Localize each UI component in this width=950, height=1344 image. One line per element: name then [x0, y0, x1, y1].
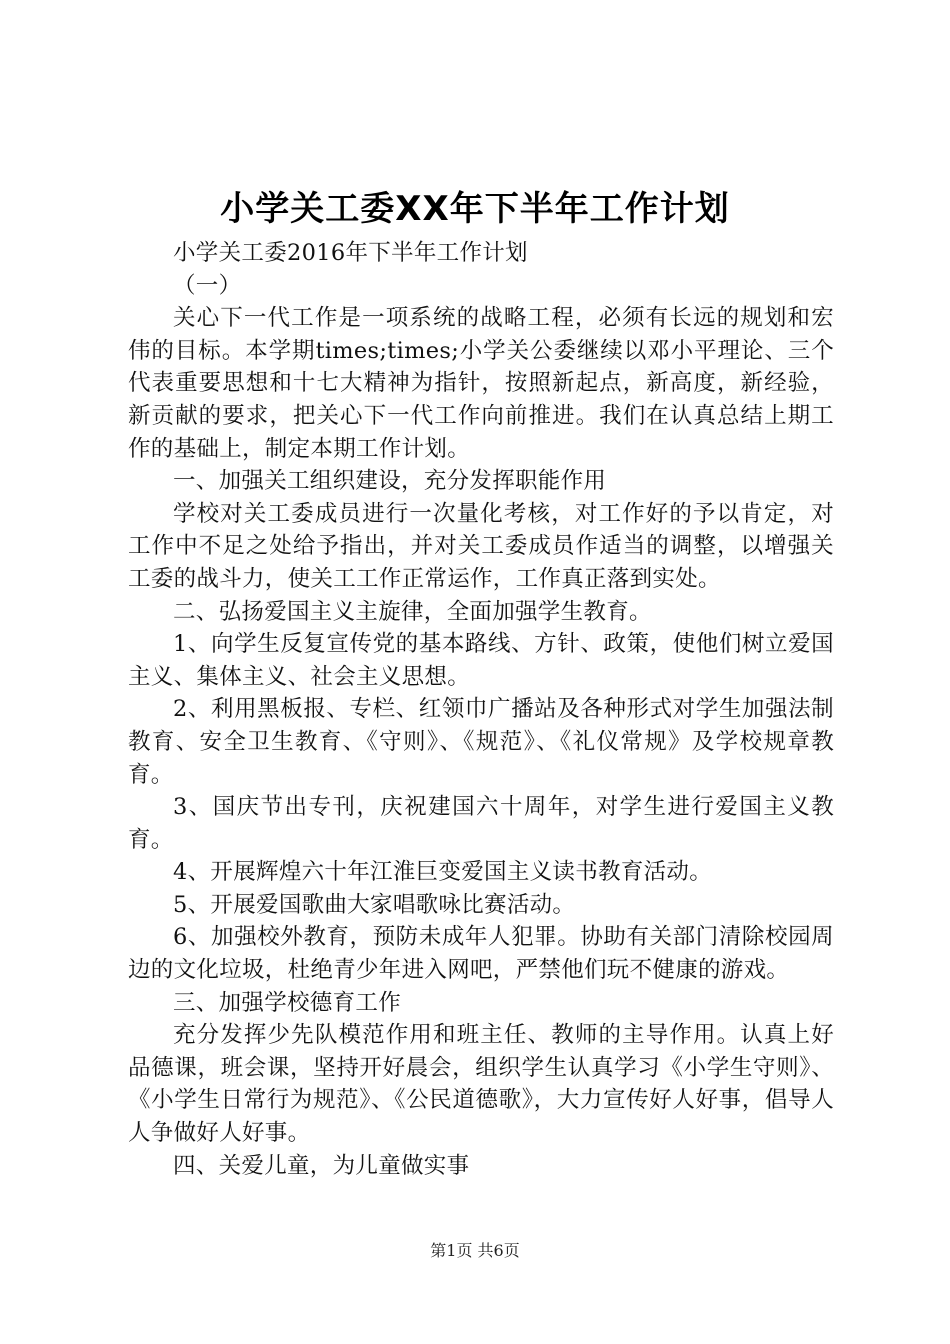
list-item-3: 3、国庆节出专刊，庆祝建国六十周年，对学生进行爱国主义教育。 [128, 794, 834, 853]
intro-paragraph: 关心下一代工作是一项系统的战略工程，必须有长远的规划和宏伟的目标。本学期times;times;小学关公委继续以邓小平理论、三个代表重要思想和十七大精神为指针，按照新起点，新高度，新经验，新贡献的要求，把关心下一代工作向前推进。我们在认真总结上期工作的基础上，制定本期工作计划。 [128, 305, 834, 462]
heading-section-2: 二、弘扬爱国主义主旋律，全面加强学生教育。 [173, 598, 652, 625]
heading-section-3: 三、加强学校德育工作 [173, 989, 402, 1016]
page-number-footer: 第1页 共6页 [430, 1241, 520, 1260]
list-item-4: 4、开展辉煌六十年江淮巨变爱国主义读书教育活动。 [173, 859, 713, 886]
list-item-1: 1、向学生反复宣传党的基本路线、方针、政策，使他们树立爱国主义、集体主义、社会主义思想。 [128, 631, 834, 690]
heading-section-4: 四、关爱儿童，为儿童做实事 [173, 1152, 470, 1179]
paragraph-section-3: 充分发挥少先队模范作用和班主任、教师的主导作用。认真上好品德课，班会课，坚持开好晨会，组织学生认真学习《小学生守则》、《小学生日常行为规范》、《公民道德歌》，大力宣传好人好事，倡导人人争做好人好事。 [128, 1022, 834, 1147]
paragraph-section-1: 学校对关工委成员进行一次量化考核，对工作好的予以肯定，对工作中不足之处给予指出，并对关工委成员作适当的调整，以增强关工委的战斗力，使关工工作正常运作，工作真正落到实处。 [128, 500, 834, 592]
heading-section-1: 一、加强关工组织建设，充分发挥职能作用 [173, 468, 607, 495]
list-item-2: 2、利用黑板报、专栏、红领巾广播站及各种形式对学生加强法制教育、安全卫生教育、《守则》、《规范》、《礼仪常规》及学校规章教育。 [128, 696, 834, 788]
subtitle-paragraph: 小学关工委2016年下半年工作计划 [173, 240, 528, 266]
document-body [128, 237, 834, 1182]
list-item-5: 5、开展爱国歌曲大家唱歌咏比赛活动。 [173, 891, 576, 918]
section-marker: （一） [173, 272, 242, 299]
document-title: 小学关工委XX年下半年工作计划 [220, 189, 730, 229]
list-item-6: 6、加强校外教育，预防未成年人犯罪。协助有关部门清除校园周边的文化垃圾，杜绝青少年进入网吧，严禁他们玩不健康的游戏。 [128, 924, 834, 984]
